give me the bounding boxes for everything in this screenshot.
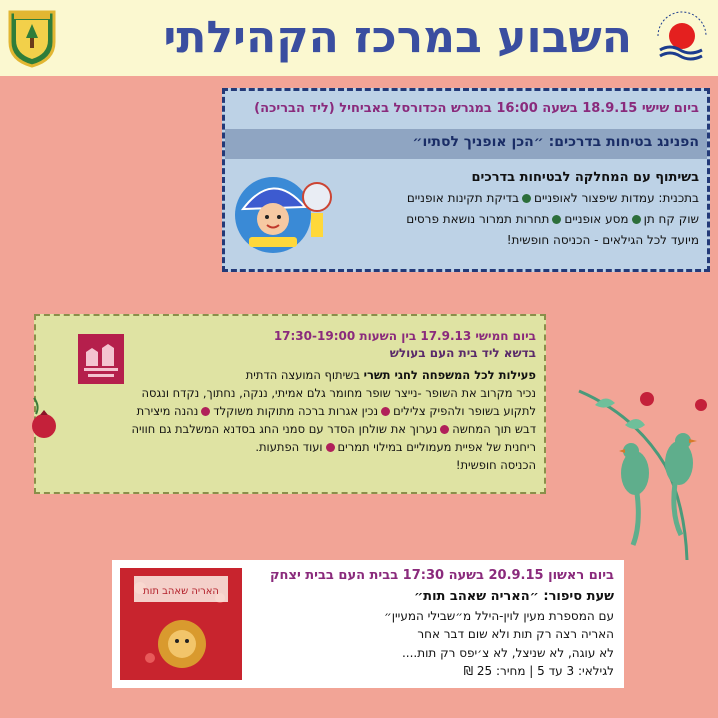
page-header (0, 0, 718, 76)
event-footer: הכניסה חופשית! (455, 458, 536, 472)
community-center-logo-icon (652, 6, 710, 70)
event-details (406, 167, 699, 251)
event-card-family-holidays (34, 314, 546, 494)
event-title-band (225, 129, 707, 159)
event-line: בתכנית: עמדות שיפצור לאופנייםבדיקת תקינות אופניים (406, 191, 699, 205)
event-title: שעת סיפור: ״האריה שאהב תות״ (413, 589, 614, 604)
bullet-icon (632, 215, 641, 224)
event-card-bike-safety (222, 88, 710, 272)
event-details: שעת סיפור: ״האריה שאהב תות״ עם המספרת מעין לוין-הילל מ״שבילי המעיין״ האריה רצה רק תות ולא שום דבר אחר לא עוגה, לא שניצל, לא צ׳יפס רק תות.... לגילאי: 3 עד 5 | מחיר: 25 ₪ (264, 588, 614, 681)
book-cover-title: האריה שאהב תות (143, 586, 219, 597)
event-date-location: ביום ראשון 20.9.15 בשעה 17:30 בבית העם בבית יצחק (269, 568, 614, 583)
bullet-icon (201, 407, 210, 416)
event-title: הפנינג בטיחות בדרכים: ״הכן אופניך לסתיו״ (412, 134, 699, 150)
regional-council-emblem-icon (6, 8, 58, 68)
event-footer: מיועד לכל הגילאים - הכניסה חופשית! (506, 233, 699, 247)
ohalim-logo-icon (78, 334, 124, 384)
bullet-icon (381, 407, 390, 416)
book-cover-lion-icon (120, 568, 242, 680)
event-date-location: ביום חמישי 17.9.13 בין השעות 17:30-19:00 בדשא ליד בית העם בעולש (273, 329, 536, 360)
event-line: שוק קח תןמסע אופנייםתחרות תמרור נושאת פרסים (406, 212, 699, 226)
event-card-story-hour (112, 560, 624, 688)
event-details: פעילות לכל המשפחה לחגי תשרי בשיתוף המועצה הדתית נכיר מקרוב את השופר -נייצר שופר מחומר גלם אמיתי, ננקה, נחתוך, נקדח ונגסה לתקוע בשופר ולהפיק צליליםנכין אגרות ברכה מתוקות משוקלדנהנה מיצירת דבש תוך המחשהנערוך את שולחן הסדר עם סמני החג בסדנא המשלבת גם חוויה ריחנית של אפיית מעמוליים במילוי תמריםועוד הפתעות. הכניסה חופשית! (46, 366, 536, 474)
birds-on-branch-icon (575, 385, 715, 560)
bullet-icon (552, 215, 561, 224)
bullet-icon (326, 443, 335, 452)
pomegranate-icon (30, 396, 58, 442)
page-title: השבוע במרכז הקהילתי (163, 12, 632, 63)
bullet-icon (440, 425, 449, 434)
cyclist-helmet-illustration-icon (231, 167, 335, 257)
event-lead: בשיתוף עם המחלקה לבטיחות בדרכים (471, 170, 699, 185)
event-date-location: ביום שישי 18.9.15 בשעה 16:00 במגרש הכדורסל באביחיל (ליד הבריכה) (254, 101, 699, 116)
bullet-icon (522, 194, 531, 203)
